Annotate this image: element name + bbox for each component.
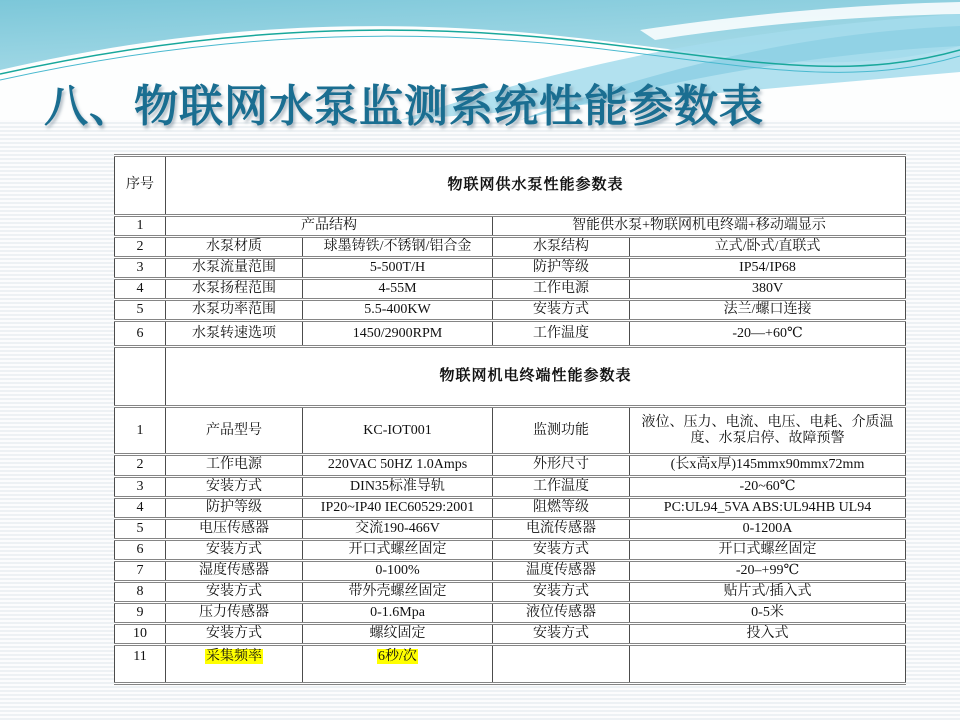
table-cell: 外形尺寸 bbox=[493, 455, 630, 476]
table-cell: 投入式 bbox=[630, 624, 906, 645]
table-row bbox=[115, 497, 906, 518]
table-row bbox=[115, 645, 906, 684]
table-cell: 贴片式/插入式 bbox=[630, 582, 906, 603]
table-cell: 5.5-400KW bbox=[303, 300, 493, 321]
table-cell: 防护等级 bbox=[166, 497, 303, 518]
table-cell: 1 bbox=[115, 216, 166, 237]
corner-serial-label: 序号 bbox=[115, 156, 166, 216]
table-cell: 开口式螺丝固定 bbox=[303, 539, 493, 560]
table-cell: 5-500T/H bbox=[303, 258, 493, 279]
table-cell bbox=[166, 645, 303, 684]
table-cell: 压力传感器 bbox=[166, 603, 303, 624]
table-cell: -20—+60℃ bbox=[630, 321, 906, 347]
table-cell: 安装方式 bbox=[166, 539, 303, 560]
table-cell: 工作温度 bbox=[493, 321, 630, 347]
table-cell: (长x高x厚)145mmx90mmx72mm bbox=[630, 455, 906, 476]
table-row bbox=[115, 582, 906, 603]
section2-title-cell: 物联网机电终端性能参数表 bbox=[166, 347, 906, 407]
table-cell: 安装方式 bbox=[166, 476, 303, 497]
table-cell: 交流190-466V bbox=[303, 518, 493, 539]
table-cell: 3 bbox=[115, 476, 166, 497]
table-cell: 5 bbox=[115, 300, 166, 321]
table-cell: 液位传感器 bbox=[493, 603, 630, 624]
table-cell: PC:UL94_5VA ABS:UL94HB UL94 bbox=[630, 497, 906, 518]
table-row bbox=[115, 603, 906, 624]
table-cell: 1 bbox=[115, 407, 166, 455]
table-cell: 220VAC 50HZ 1.0Amps bbox=[303, 455, 493, 476]
table-cell: 监测功能 bbox=[493, 407, 630, 455]
table-cell: 水泵扬程范围 bbox=[166, 279, 303, 300]
params-table bbox=[114, 154, 906, 685]
table-cell: -20~60℃ bbox=[630, 476, 906, 497]
table-cell: 安装方式 bbox=[493, 582, 630, 603]
table-cell: 带外壳螺丝固定 bbox=[303, 582, 493, 603]
table-cell: 0-1.6Mpa bbox=[303, 603, 493, 624]
table-cell: -20–+99℃ bbox=[630, 560, 906, 581]
table-row bbox=[115, 560, 906, 581]
table-cell: 湿度传感器 bbox=[166, 560, 303, 581]
table-cell: 4 bbox=[115, 279, 166, 300]
table-cell: 水泵流量范围 bbox=[166, 258, 303, 279]
table-cell: 0-1200A bbox=[630, 518, 906, 539]
table-cell bbox=[630, 645, 906, 684]
table-row bbox=[115, 156, 906, 216]
table-row bbox=[115, 279, 906, 300]
table-cell: 0-5米 bbox=[630, 603, 906, 624]
table-row bbox=[115, 624, 906, 645]
table-cell: 8 bbox=[115, 582, 166, 603]
table-cell: 0-100% bbox=[303, 560, 493, 581]
section1-title-cell: 物联网供水泵性能参数表 bbox=[166, 156, 906, 216]
table-cell: 6 bbox=[115, 321, 166, 347]
table-cell bbox=[493, 645, 630, 684]
table-cell: 螺纹固定 bbox=[303, 624, 493, 645]
table-cell: 5 bbox=[115, 518, 166, 539]
table-row bbox=[115, 216, 906, 237]
table-cell: 法兰/螺口连接 bbox=[630, 300, 906, 321]
table-row bbox=[115, 347, 906, 407]
table-cell: 7 bbox=[115, 560, 166, 581]
table-cell: 产品型号 bbox=[166, 407, 303, 455]
table-cell: 安装方式 bbox=[493, 300, 630, 321]
table-cell: 安装方式 bbox=[166, 582, 303, 603]
table-cell: 工作温度 bbox=[493, 476, 630, 497]
table-cell: 立式/卧式/直联式 bbox=[630, 237, 906, 258]
table-cell: 10 bbox=[115, 624, 166, 645]
table-cell: KC-IOT001 bbox=[303, 407, 493, 455]
table-cell: 2 bbox=[115, 455, 166, 476]
table-cell: 工作电源 bbox=[493, 279, 630, 300]
table-cell: 电压传感器 bbox=[166, 518, 303, 539]
table-cell: 6 bbox=[115, 539, 166, 560]
table-row bbox=[115, 258, 906, 279]
table-cell: 安装方式 bbox=[493, 624, 630, 645]
table-cell: 3 bbox=[115, 258, 166, 279]
table-cell: DIN35标准导轨 bbox=[303, 476, 493, 497]
table-cell: 水泵结构 bbox=[493, 237, 630, 258]
table-cell: 水泵材质 bbox=[166, 237, 303, 258]
table-cell: IP54/IP68 bbox=[630, 258, 906, 279]
table-cell bbox=[303, 645, 493, 684]
table-row bbox=[115, 518, 906, 539]
params-table-body bbox=[115, 156, 906, 684]
highlighted-cell-text: 采集频率 bbox=[206, 649, 262, 665]
table-cell: 4 bbox=[115, 497, 166, 518]
table-cell: 开口式螺丝固定 bbox=[630, 539, 906, 560]
table-cell bbox=[115, 347, 166, 407]
table-cell: 智能供水泵+物联网机电终端+移动端显示 bbox=[493, 216, 906, 237]
table-cell: 防护等级 bbox=[493, 258, 630, 279]
table-row bbox=[115, 300, 906, 321]
table-row bbox=[115, 237, 906, 258]
table-cell: 工作电源 bbox=[166, 455, 303, 476]
table-cell: 安装方式 bbox=[493, 539, 630, 560]
table-row bbox=[115, 407, 906, 455]
table-cell: 温度传感器 bbox=[493, 560, 630, 581]
table-row bbox=[115, 476, 906, 497]
table-cell: 球墨铸铁/不锈钢/铝合金 bbox=[303, 237, 493, 258]
table-cell: 安装方式 bbox=[166, 624, 303, 645]
table-cell: 4-55M bbox=[303, 279, 493, 300]
page-title: 八、物联网水泵监测系统性能参数表 bbox=[44, 82, 764, 131]
table-row bbox=[115, 539, 906, 560]
table-row bbox=[115, 321, 906, 347]
table-cell: 产品结构 bbox=[166, 216, 493, 237]
table-cell: 水泵功率范围 bbox=[166, 300, 303, 321]
table-cell: 水泵转速选项 bbox=[166, 321, 303, 347]
table-cell: 阻燃等级 bbox=[493, 497, 630, 518]
table-cell: 液位、压力、电流、电压、电耗、介质温度、水泵启停、故障预警 bbox=[630, 407, 906, 455]
highlighted-cell-text: 6秒/次 bbox=[378, 649, 417, 665]
table-cell: IP20~IP40 IEC60529:2001 bbox=[303, 497, 493, 518]
table-cell: 9 bbox=[115, 603, 166, 624]
table-cell: 电流传感器 bbox=[493, 518, 630, 539]
table-row bbox=[115, 455, 906, 476]
params-table-container bbox=[114, 154, 905, 685]
table-cell: 1450/2900RPM bbox=[303, 321, 493, 347]
table-cell: 11 bbox=[115, 645, 166, 684]
table-cell: 2 bbox=[115, 237, 166, 258]
table-cell: 380V bbox=[630, 279, 906, 300]
